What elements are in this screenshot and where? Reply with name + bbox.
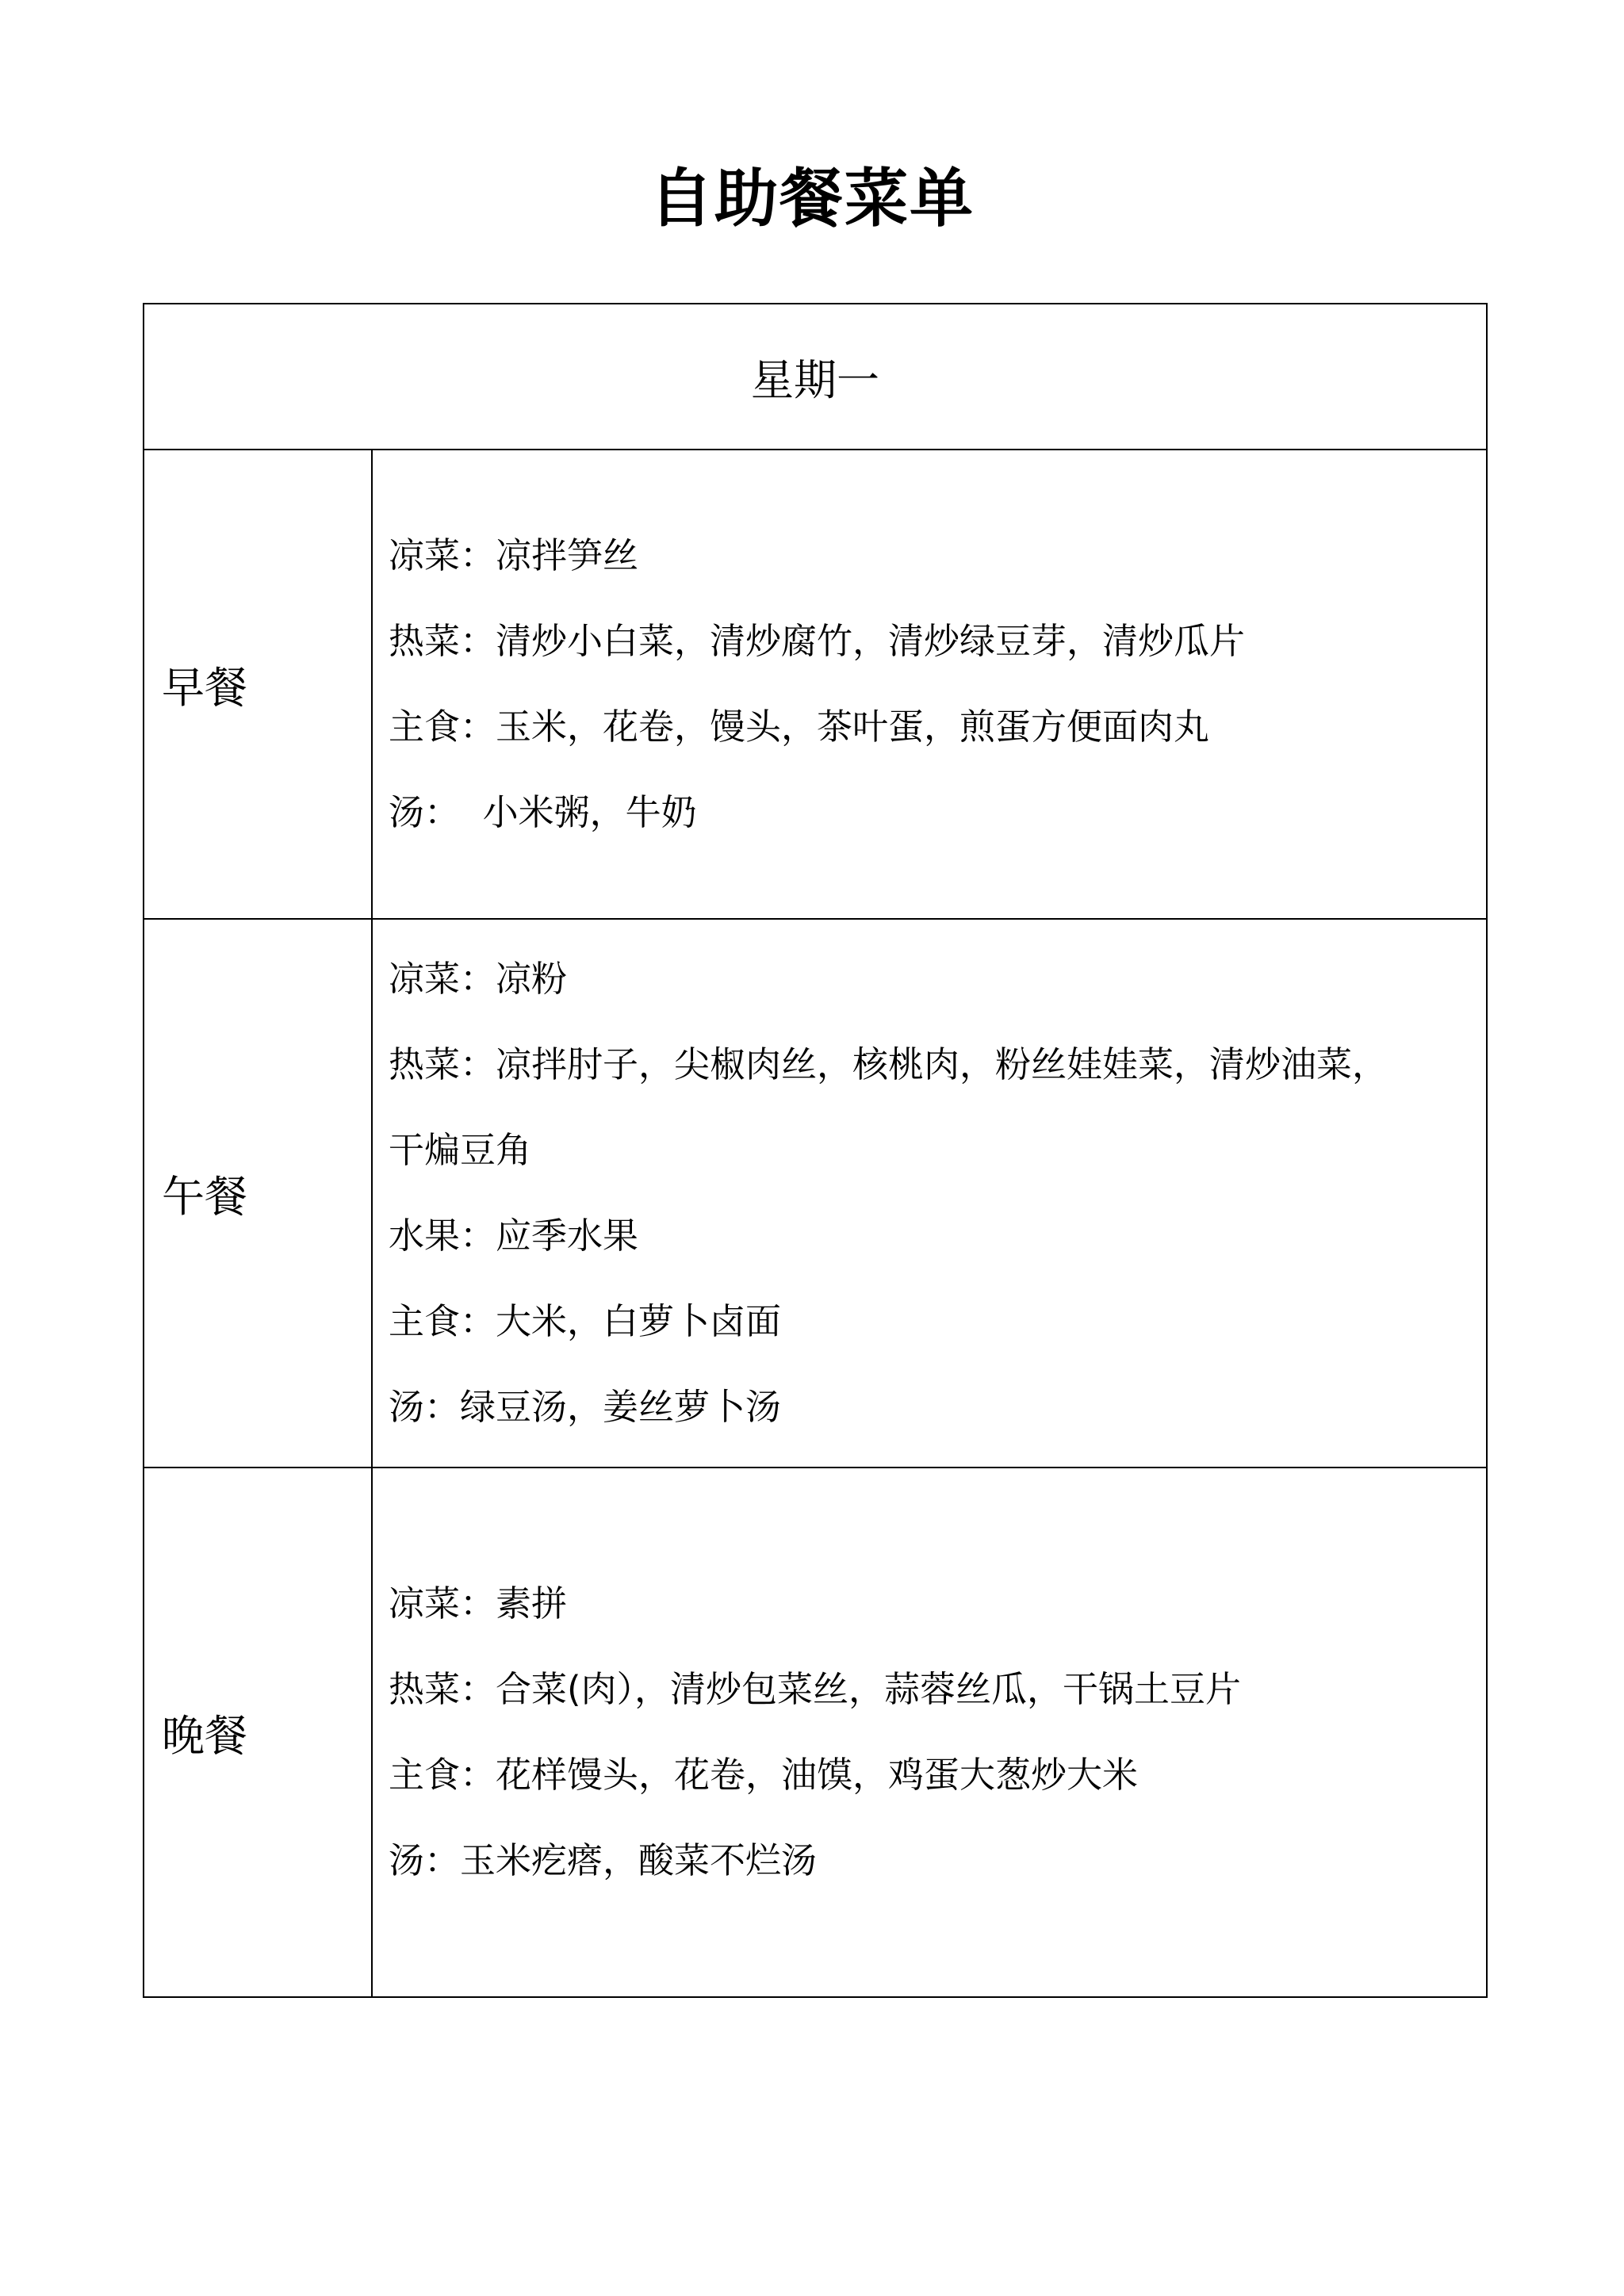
page-title: 自助餐菜单 xyxy=(649,162,975,235)
menu-line: 汤： 小米粥，牛奶 xyxy=(389,791,697,833)
meal-label-lunch: 午餐 xyxy=(144,919,372,1468)
menu-line: 凉菜：素拼 xyxy=(389,1582,568,1624)
meal-label-dinner: 晚餐 xyxy=(144,1468,372,1997)
menu-line: 凉菜：凉拌笋丝 xyxy=(389,534,639,576)
menu-line: 主食：花样馒头，花卷，油馍，鸡蛋大葱炒大米 xyxy=(389,1754,1139,1796)
day-row xyxy=(144,304,1487,450)
menu-line: 主食：大米，白萝卜卤面 xyxy=(389,1300,782,1342)
menu-line: 汤：绿豆汤，姜丝萝卜汤 xyxy=(389,1386,782,1428)
meal-items-lunch xyxy=(372,919,1487,1468)
menu-line: 热菜：凉拌肘子，尖椒肉丝，核桃肉，粉丝娃娃菜，清炒油菜， xyxy=(389,1043,1388,1085)
menu-line: 主食：玉米，花卷，馒头，茶叶蛋，煎蛋方便面肉丸 xyxy=(389,706,1210,748)
menu-line: 水果：应季水果 xyxy=(389,1215,639,1257)
menu-line: 汤：玉米疙瘩，酸菜不烂汤 xyxy=(389,1839,818,1881)
meal-row-lunch xyxy=(144,919,1487,1468)
menu-line: 凉菜：凉粉 xyxy=(389,958,568,1000)
meal-items-breakfast xyxy=(372,450,1487,919)
menu-line: 热菜：清炒小白菜，清炒腐竹，清炒绿豆芽，清炒瓜片 xyxy=(389,620,1246,662)
menu-table xyxy=(143,303,1488,1998)
menu-line: 热菜：合菜(肉），清炒包菜丝，蒜蓉丝瓜，干锅土豆片 xyxy=(389,1668,1242,1710)
meal-row-breakfast xyxy=(144,450,1487,919)
menu-line: 干煸豆角 xyxy=(389,1129,532,1171)
meal-label-breakfast: 早餐 xyxy=(144,450,372,919)
day-header: 星期一 xyxy=(144,304,1487,450)
meal-items-dinner xyxy=(372,1468,1487,1997)
meal-row-dinner xyxy=(144,1468,1487,1997)
